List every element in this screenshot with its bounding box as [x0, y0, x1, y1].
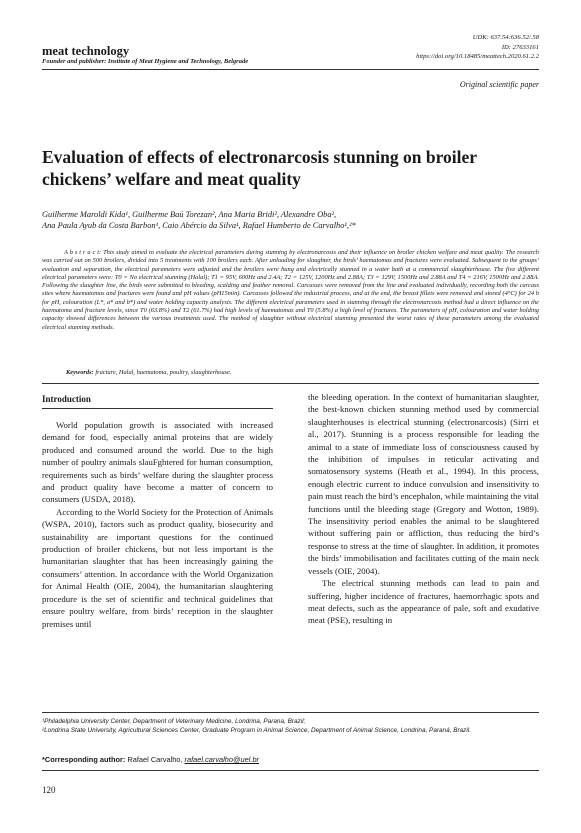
journal-name: meat technology: [42, 44, 130, 58]
keywords: [66, 369, 231, 376]
section-heading: Introduction: [42, 394, 91, 404]
footnotes: [42, 718, 539, 736]
article-title: Evaluation of effects of electronarcosis stunning on broiler chickens’ welfare and meat quality: [42, 147, 477, 189]
doi-link[interactable]: https://doi.org/10.18485/meattech.2020.61.2.2: [416, 53, 539, 60]
authors-line-1: Guilherme Maroldi Kida¹, Guilherme Baú Torezan², Ana Maria Bridi², Alexandre Oba²,: [42, 210, 337, 219]
left-column: [42, 419, 273, 630]
corresponding-author: [42, 755, 259, 764]
heading-rule: [42, 408, 273, 409]
article-id: ID: 27633161: [501, 43, 539, 51]
abstract-text: This study aimed to evaluate the electrical parameters during stunning by electronarcosis and their influence on broiler chicken welfare and meat quality. The research was carried out on 500 broilers, divided into 5 treatments with 100 broilers each. After unloading for slaughter, the birds’ haematomas and fractures were evaluated. Subsequent to the groups’ evaluation and separation, the electrical parameters were adjusted and the broilers were hung and electrically stunned in a water bath at a commercial slaughterhouse. The five different electrical parameters were: T0 = No electrical stunning (Halal); T1 = 95V, 600Hz and 2.4A; T2 = 125V, 1200Hz and 2.88A; T3 = 129V, 1500Hz and 2.88A and T4 = 216V, 1500Hz and 2.88A. Following the slaughter line, the birds were submitted to bleeding, scalding and feather removal. Carcasses were removed from the line and evaluated individually, recording both the carcass sites where haematomas and fractures were found and pH values (pH15min). Carcasses followed the industrial process, and at the end, the breast fillets were removed and stored (4°C) for 24 h for pH, colouration (L*, a* and b*) and water holding capacity analysis. The different electrical parameters used in stunning through the electronarcosis method had a direct influence on the haematoma and fracture levels, since T0 (63.8%) and T2 (61.7%) had high levels of haematomas and T0 (5.8%) a high level of fractures. The parameters of pH, colouration and water holding capacity showed differences between the various treatments used. The method of slaughter without electrical stunning presented the worst rates of these parameters among the evaluated electrical stunning methods.: [42, 249, 540, 331]
authors-line-2: Ana Paula Ayub da Costa Barbon¹, Caio Abércio da Silva¹, Rafael Humberto de Carvalho¹,²*: [42, 221, 356, 230]
paragraph: the bleeding operation. In the context of humanitarian slaughter, the best-known chicken stunning method used by commercial slaughterhouses is electrical stunning (electronarcosis) (Sirri et al., 2017). Stunning is a process responsible for leading the animal to a state of immediate loss of consciousness caused by the inhibition of impulses in reticular activating and somatosensory systems (Heath et al., 1994). In this process, enough electric current to induce convulsion and insensitivity to pain must reach the bird’s encephalon, while maintaining the vital functions until the bleeding stage (Gregory and Wotton, 1989). The insensitivity period enables the animal to be slaughtered without suffering pain or affliction, thus reducing the bird’s response to stress at the time of slaughter. In addition, it promotes the birds’ immobilisation and facilitates cutting of the main neck vessels (OIE, 2004).: [308, 392, 539, 576]
abstract-label: A b s t r a c t:: [64, 249, 102, 256]
udk-code: UDK: 637.54:636.52/.58: [472, 34, 539, 41]
keywords-text: fracture, Halal, haematoma, poultry, slaughterhouse.: [95, 369, 232, 376]
header-rule: [42, 69, 539, 70]
article-identifiers: [416, 33, 539, 62]
footnote-rule: [42, 712, 539, 713]
abstract: [42, 249, 539, 332]
keywords-label: Keywords:: [66, 369, 94, 376]
paragraph: World population growth is associated with increased demand for food, especially animal proteins that are widely produced and consumed around the world. Due to the high number of poultry animals slauFghtered for human consumption, requirements such as birds’ welfare during the slaughter process and product quality have become a matter of concern to consumers (USDA, 2018).: [42, 420, 273, 505]
footnote-1: ¹Philadelphia University Center, Department of Veterinary Medicine, Londrina, Parana, Brazil;: [42, 718, 306, 725]
page-number: 120: [42, 785, 56, 795]
right-column: [308, 391, 539, 627]
abstract-rule: [42, 383, 539, 384]
corr-label: *Corresponding author:: [42, 755, 126, 764]
bottom-rule: [42, 770, 539, 771]
footnote-2: ²Londrina State University, Agricultural Sciences Center, Graduate Program in Animal Science, Department of Animal Science, Londrina, Paraná, Brazil.: [42, 726, 471, 734]
publisher-line: Founder and publisher: Institute of Meat Hygiene and Technology, Belgrade: [42, 58, 249, 65]
author-list: [42, 209, 539, 231]
paragraph: The electrical stunning methods can lead to pain and suffering, higher incidence of fractures, haemorrhagic spots and meat defects, such as the appearance of pale, soft and exudative meat (PSE), resulting in: [308, 578, 539, 626]
paper-category: Original scientific paper: [459, 80, 539, 89]
paragraph: According to the World Society for the Protection of Animals (WSPA, 2010), factors such as product quality, biosecurity and sustainability are important questions for the continued production of broiler chickens, but not less important is the humanitarian slaughter that has been increasingly gaining the consumers’ attention. In accordance with the World Organization for Animal Health (OIE, 2004), the humanitarian slaughtering procedure is the set of scientific and technical guidelines that ensure poultry welfare, from birds’ reception in the slaughter premises until: [42, 506, 273, 629]
corr-email-link[interactable]: rafael.carvalho@uel.br: [184, 755, 260, 764]
corr-name: Rafael Carvalho,: [127, 755, 183, 764]
